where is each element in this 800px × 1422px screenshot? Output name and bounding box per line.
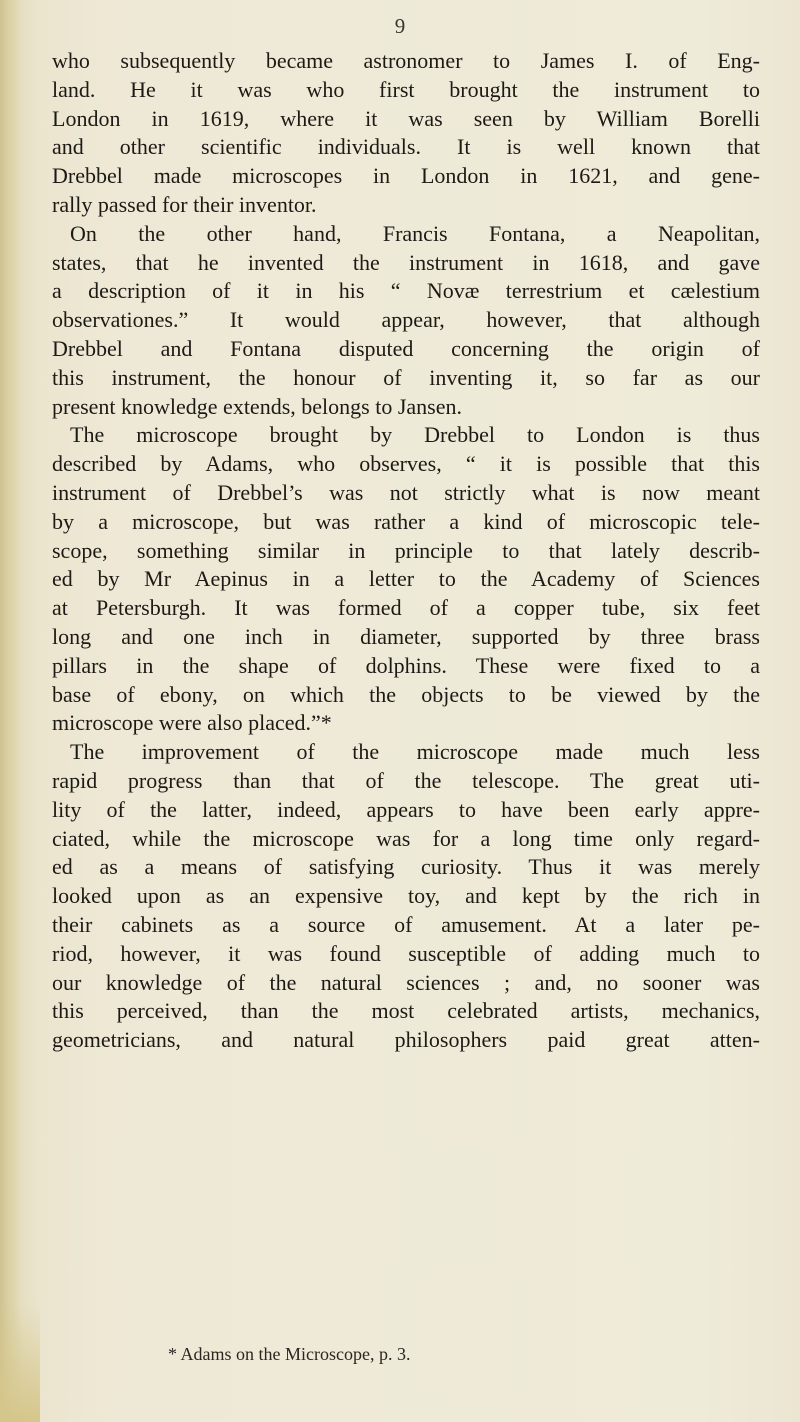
text-line: rally passed for their inventor. xyxy=(52,191,317,217)
text-line: land. He it was who first brought the instrument to xyxy=(52,76,760,102)
text-line: London in 1619, where it was seen by William Borelli xyxy=(52,105,760,131)
text-line: lity of the latter, indeed, appears to have been early appre- xyxy=(52,796,760,822)
text-line: described by Adams, who observes, “ it is possible that this xyxy=(52,451,760,477)
text-line: The microscope brought by Drebbel to London is thus xyxy=(70,422,760,448)
text-line: long and one inch in diameter, supported by three brass xyxy=(52,623,760,649)
body-text xyxy=(52,47,760,1055)
text-line: present knowledge extends, belongs to Jansen. xyxy=(52,393,462,419)
footnote: * Adams on the Microscope, p. 3. xyxy=(168,1344,411,1364)
text-line: our knowledge of the natural sciences ; and, no sooner was xyxy=(52,969,760,995)
text-line: observationes.” It would appear, however, that although xyxy=(52,307,760,333)
text-line: looked upon as an expensive toy, and kept by the rich in xyxy=(52,883,760,909)
text-line: at Petersburgh. It was formed of a copper tube, six feet xyxy=(52,595,760,621)
text-line: states, that he invented the instrument in 1618, and gave xyxy=(52,249,760,275)
text-line: Drebbel made microscopes in London in 1621, and gene- xyxy=(52,163,760,189)
text-line: and other scientific individuals. It is well known that xyxy=(52,134,760,160)
text-line: this instrument, the honour of inventing it, so far as our xyxy=(52,364,760,390)
text-line: this perceived, than the most celebrated artists, mechanics, xyxy=(52,998,760,1024)
text-line: rapid progress than that of the telescope. The great uti- xyxy=(52,767,760,793)
text-line: The improvement of the microscope made much less xyxy=(70,739,760,765)
text-line: instrument of Drebbel’s was not strictly what is now meant xyxy=(52,479,760,505)
binding-shadow xyxy=(0,0,22,1422)
text-line: a description of it in his “ Novæ terrestrium et cælestium xyxy=(52,278,760,304)
text-line: scope, something similar in principle to that lately describ- xyxy=(52,537,760,563)
text-line: On the other hand, Francis Fontana, a Neapolitan, xyxy=(70,220,760,246)
text-line: ed by Mr Aepinus in a letter to the Academy of Sciences xyxy=(52,566,760,592)
text-line: ed as a means of satisfying curiosity. Thus it was merely xyxy=(52,854,760,880)
text-line: geometricians, and natural philosophers paid great atten- xyxy=(52,1027,760,1053)
text-line: their cabinets as a source of amusement. At a later pe- xyxy=(52,911,760,937)
text-line: ciated, while the microscope was for a long time only regard- xyxy=(52,825,760,851)
text-line: riod, however, it was found susceptible of adding much to xyxy=(52,940,760,966)
page-number: 9 xyxy=(394,14,406,38)
text-line: base of ebony, on which the objects to be viewed by the xyxy=(52,681,760,707)
text-line: pillars in the shape of dolphins. These were fixed to a xyxy=(52,652,760,678)
text-line: by a microscope, but was rather a kind of microscopic tele- xyxy=(52,508,760,534)
text-line: Drebbel and Fontana disputed concerning the origin of xyxy=(52,335,760,361)
text-line: who subsequently became astronomer to James I. of Eng- xyxy=(52,48,760,73)
page-edge-stain xyxy=(0,1302,40,1422)
text-line: microscope were also placed.”* xyxy=(52,710,332,736)
